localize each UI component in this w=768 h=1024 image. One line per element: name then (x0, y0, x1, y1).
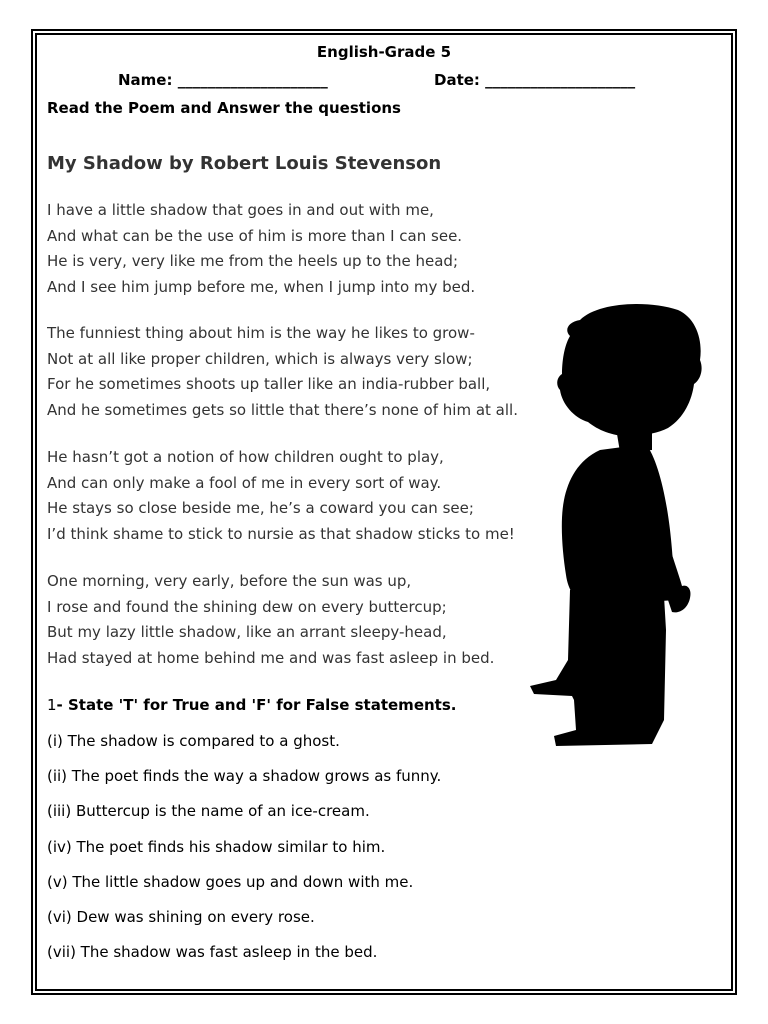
name-field: Name: ____________________ (118, 71, 328, 89)
question-number: 1 (47, 696, 57, 714)
poem-stanza-3 (47, 445, 527, 547)
question-item: (i) The shadow is compared to a ghost. (47, 732, 340, 750)
question-item: (v) The little shadow goes up and down with me. (47, 872, 414, 891)
poem-line: One morning, very early, before the sun was up, (47, 572, 412, 590)
poem-stanza-4 (47, 569, 527, 671)
question-item: (ii) The poet finds the way a shadow grows as funny. (47, 767, 442, 786)
poem-line: And he sometimes gets so little that there’s none of him at all. (47, 400, 518, 419)
question-heading (47, 696, 456, 714)
question-item: (vii) The shadow was fast asleep in the bed. (47, 943, 378, 962)
poem-line: But my lazy little shadow, like an arrant sleepy-head, (47, 623, 447, 641)
poem-line: And what can be the use of him is more than I can see. (47, 226, 463, 245)
question-item: (iv) The poet finds his shadow similar to him. (47, 837, 386, 856)
poem-line: And I see him jump before me, when I jump into my bed. (47, 277, 476, 296)
boy-shadow-silhouette-icon (528, 300, 708, 746)
poem-line: He stays so close beside me, he’s a coward you can see; (47, 499, 474, 517)
worksheet-title: English-Grade 5 (316, 43, 452, 61)
poem-line: Had stayed at home behind me and was fast asleep in bed. (47, 648, 495, 667)
poem-line: He is very, very like me from the heels up to the head; (47, 252, 459, 270)
poem-line: And can only make a fool of me in every sort of way. (47, 473, 442, 492)
date-field: Date: ____________________ (434, 71, 636, 89)
poem-line: Not at all like proper children, which is always very slow; (47, 349, 473, 368)
poem-line: I rose and found the shining dew on every buttercup; (47, 597, 447, 616)
poem-title: My Shadow by Robert Louis Stevenson (47, 153, 442, 174)
instructions: Read the Poem and Answer the questions (47, 99, 401, 117)
poem-line: I’d think shame to stick to nursie as that shadow sticks to me! (47, 524, 515, 543)
poem-line: He hasn’t got a notion of how children ought to play, (47, 448, 444, 466)
question-heading-text: - State 'T' for True and 'F' for False statements. (56, 696, 457, 714)
poem-line: I have a little shadow that goes in and out with me, (47, 201, 434, 219)
question-list (47, 731, 441, 977)
poem-stanza-1 (47, 198, 527, 300)
question-item: (vi) Dew was shining on every rose. (47, 907, 315, 926)
poem-line: The funniest thing about him is the way he likes to grow- (47, 324, 475, 342)
poem-stanza-2 (47, 321, 527, 423)
poem-line: For he sometimes shoots up taller like an india-rubber ball, (47, 375, 491, 393)
question-item: (iii) Buttercup is the name of an ice-cream. (47, 802, 370, 821)
